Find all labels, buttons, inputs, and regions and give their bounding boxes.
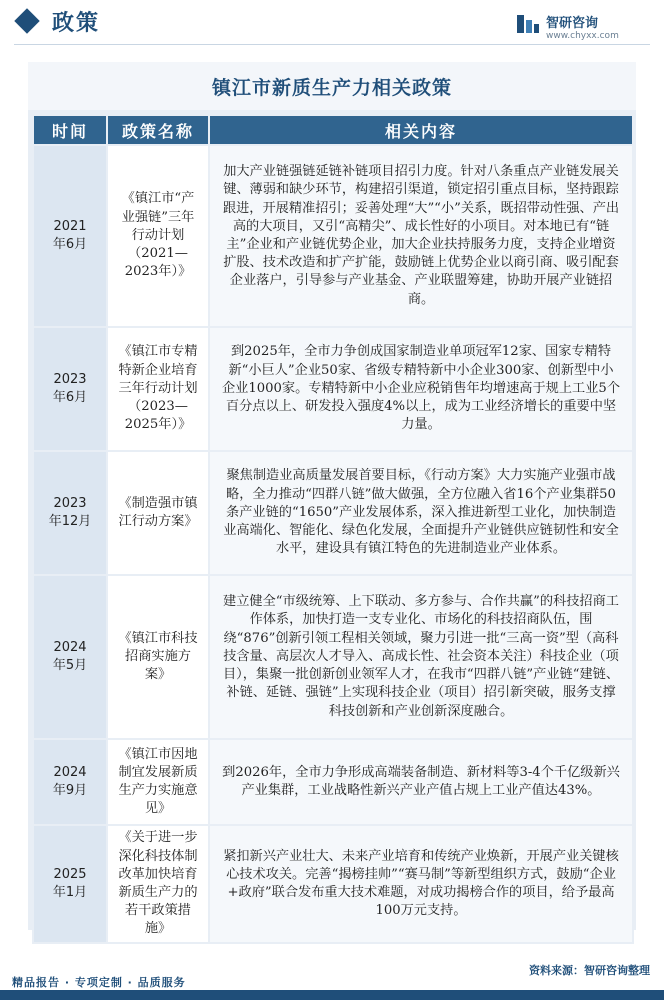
row-time: 2023年6月 bbox=[33, 327, 107, 451]
row-policy-name: 《镇江市因地制宜发展新质生产力实施意见》 bbox=[107, 739, 209, 825]
brand bbox=[546, 10, 646, 44]
row-policy-name: 《镇江市“产业强链”三年行动计划（2021—2023年）》 bbox=[107, 145, 209, 327]
row-content: 聚焦制造业高质量发展首要目标，《行动方案》大力实施产业强市战略，全力推动“四群八链”做大做强，全方位融入省16个产业集群50条产业链的“1650”产业发展体系，深入推进新型工业化，加快制造业高端化、智能化、绿色化发展，全面提升产业链供应链韧性和安全水平，建设具有镇江特色的先进制造业产业体系。 bbox=[209, 451, 633, 575]
row-content: 到2026年，全市力争形成高端装备制造、新材料等3-4个千亿级新兴产业集群，工业战略性新兴产业产值占规上工业产值达43%。 bbox=[209, 739, 633, 825]
row-time: 2025年1月 bbox=[33, 825, 107, 943]
table-row bbox=[33, 145, 633, 327]
header-divider bbox=[14, 44, 650, 45]
table-row bbox=[33, 825, 633, 943]
row-policy-name: 《关于进一步深化科技体制改革加快培育新质生产力的若干政策措施》 bbox=[107, 825, 209, 943]
row-time: 2024年9月 bbox=[33, 739, 107, 825]
row-policy-name: 《镇江市科技招商实施方案》 bbox=[107, 575, 209, 739]
brand-url: www.chyxx.com bbox=[546, 31, 619, 41]
row-time: 2021年6月 bbox=[33, 145, 107, 327]
column-header-name: 政策名称 bbox=[107, 115, 209, 145]
table-header-row bbox=[33, 115, 633, 145]
brand-name: 智研咨询 bbox=[546, 16, 599, 31]
row-content: 紧扣新兴产业壮大、未来产业培育和传统产业焕新，开展产业关键核心技术攻关。完善“揭榜挂帅”“赛马制”等新型组织方式，鼓励“企业+政府”联合发布重大技术难题，对成功揭榜合作的项目，给予最高100万元支持。 bbox=[209, 825, 633, 943]
table-row bbox=[33, 327, 633, 451]
row-content: 建立健全“市级统筹、上下联动、多方参与、合作共赢”的科技招商工作体系，加快打造一支专业化、市场化的科技招商队伍，围绕“876”创新引领工程相关领域，聚力引进一批“三高一资”型（高科技含量、高层次人才导入、高成长性、社会资本关注）科技企业（项目），集聚一批创新创业领军人才，在我市“四群八链”产业链“建链、补链、延链、强链”上实现科技企业（项目）招引新突破，服务支撑科技创新和产业创新深度融合。 bbox=[209, 575, 633, 739]
brand-logo-icon bbox=[516, 13, 540, 35]
table-row bbox=[33, 739, 633, 825]
section-title: 政策 bbox=[52, 11, 101, 36]
footer-tagline: 精品报告 · 专项定制 · 品质服务 bbox=[12, 976, 186, 989]
column-header-time: 时间 bbox=[33, 115, 107, 145]
column-header-content: 相关内容 bbox=[209, 115, 633, 145]
row-policy-name: 《镇江市专精特新企业培育三年行动计划（2023—2025年）》 bbox=[107, 327, 209, 451]
row-content: 加大产业链强链延链补链项目招引力度。针对八条重点产业链发展关键、薄弱和缺少环节，构建招引渠道，锁定招引重点目标，坚持跟踪跟进，开展精准招引；妥善处理“大”“小”关系，既招带动性强、产出高的大项目，又引“高精尖”、成长性好的小项目。对本地已有“链主”企业和产业链优势企业，加大企业扶持服务力度，支持企业增资扩股、技术改造和扩产扩能，鼓励链上优势企业以商引商、吸引配套企业落户，引导参与产业基金、产业联盟筹建，协助开展产业链招商。 bbox=[209, 145, 633, 327]
policy-table-frame bbox=[28, 62, 636, 937]
row-time: 2023年12月 bbox=[33, 451, 107, 575]
table-title: 镇江市新质生产力相关政策 bbox=[28, 62, 636, 110]
table-row bbox=[33, 451, 633, 575]
footer-bar bbox=[0, 990, 664, 1000]
row-time: 2024年5月 bbox=[33, 575, 107, 739]
policy-table bbox=[32, 114, 634, 944]
page-header bbox=[0, 0, 664, 52]
table-row bbox=[33, 575, 633, 739]
row-policy-name: 《制造强市镇江行动方案》 bbox=[107, 451, 209, 575]
row-content: 到2025年，全市力争创成国家制造业单项冠军12家、国家专精特新“小巨人”企业50家、省级专精特新中小企业300家、创新型中小企业1000家。专精特新中小企业应税销售年均增速高于规上工业5个百分点以上、研发投入强度4%以上，成为工业经济增长的重要中坚力量。 bbox=[209, 327, 633, 451]
data-source: 资料来源：智研咨询整理 bbox=[529, 964, 650, 977]
diamond-icon bbox=[14, 8, 39, 33]
